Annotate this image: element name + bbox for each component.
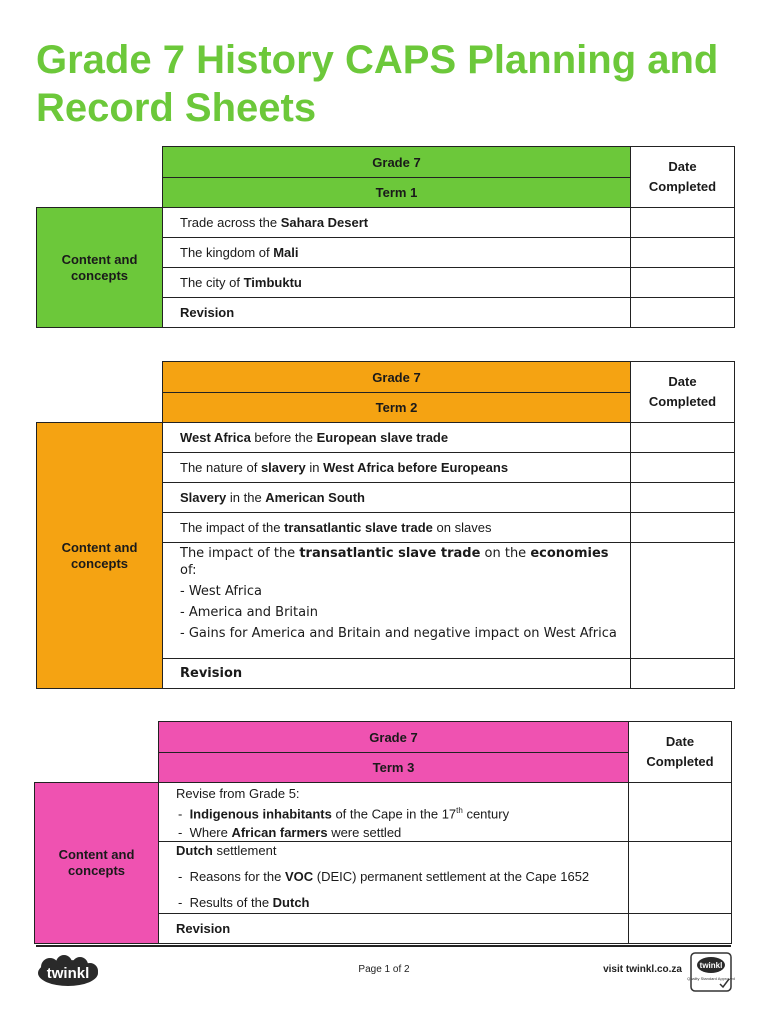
term-header: Term 1 <box>163 178 631 208</box>
bullet-item: - West Africa <box>180 584 262 599</box>
bullet-item: - America and Britain <box>180 605 318 620</box>
topic-row: The kingdom of Mali <box>163 238 631 268</box>
revision-row: Revision <box>163 659 631 689</box>
page-number: Page 1 of 2 <box>358 964 410 975</box>
date-cell[interactable] <box>631 208 735 238</box>
visit-link[interactable]: visit twinkl.co.za <box>603 964 682 975</box>
topic-row: West Africa before the European slave trade <box>163 423 631 453</box>
date-cell[interactable] <box>629 914 732 944</box>
svg-text:Quality Standard Approved: Quality Standard Approved <box>687 976 735 981</box>
topic-row: Slavery in the American South <box>163 483 631 513</box>
topic-row: The nature of slavery in West Africa before Europeans <box>163 453 631 483</box>
date-cell[interactable] <box>631 298 735 328</box>
date-cell[interactable] <box>631 513 735 543</box>
term-2-table <box>36 361 735 689</box>
date-cell[interactable] <box>631 543 735 659</box>
term-header: Term 3 <box>159 753 629 783</box>
revision-row: Revision <box>159 914 629 944</box>
quality-standard-badge <box>687 952 735 992</box>
topic-row-revise-grade5: Revise from Grade 5: - Indigenous inhabitants of the Cape in the 17th century - Where African farmers were settled <box>159 783 629 842</box>
svg-text:twinkl: twinkl <box>699 961 723 970</box>
topic-row-dutch-settlement: Dutch settlement - Reasons for the VOC (DEIC) permanent settlement at the Cape 1652 - Results of the Dutch <box>159 842 629 914</box>
grade-header: Grade 7 <box>163 362 631 393</box>
date-cell[interactable] <box>631 268 735 298</box>
topic-row: The impact of the transatlantic slave trade on slaves <box>163 513 631 543</box>
date-cell[interactable] <box>629 783 732 842</box>
term-3-table <box>34 721 732 944</box>
date-cell[interactable] <box>631 483 735 513</box>
grade-header: Grade 7 <box>159 722 629 753</box>
footer-divider <box>36 945 731 947</box>
date-completed-header: Date Completed <box>629 722 732 783</box>
bullet-item: - Gains for America and Britain and negative impact on West Africa <box>180 626 617 641</box>
svg-text:twinkl: twinkl <box>46 965 90 982</box>
grade-header: Grade 7 <box>163 147 631 178</box>
topic-row: Trade across the Sahara Desert <box>163 208 631 238</box>
date-cell[interactable] <box>629 842 732 914</box>
date-cell[interactable] <box>631 423 735 453</box>
topic-row: The city of Timbuktu <box>163 268 631 298</box>
twinkl-logo[interactable] <box>36 955 100 989</box>
date-completed-header: Date Completed <box>631 362 735 423</box>
content-and-concepts-label: Content and concepts <box>37 423 163 689</box>
date-completed-header: Date Completed <box>631 147 735 208</box>
topic-row-economies: The impact of the transatlantic slave trade on the economies of: - West Africa - America and Britain - Gains for America and Britain and negative impact on West Africa <box>163 543 631 659</box>
content-and-concepts-label: Content and concepts <box>35 783 159 944</box>
term-1-table <box>36 146 735 328</box>
revision-row: Revision <box>163 298 631 328</box>
term-header: Term 2 <box>163 393 631 423</box>
date-cell[interactable] <box>631 453 735 483</box>
page-title: Grade 7 History CAPS Planning and Record Sheets <box>36 38 719 130</box>
date-cell[interactable] <box>631 659 735 689</box>
date-cell[interactable] <box>631 238 735 268</box>
content-and-concepts-label: Content and concepts <box>37 208 163 328</box>
